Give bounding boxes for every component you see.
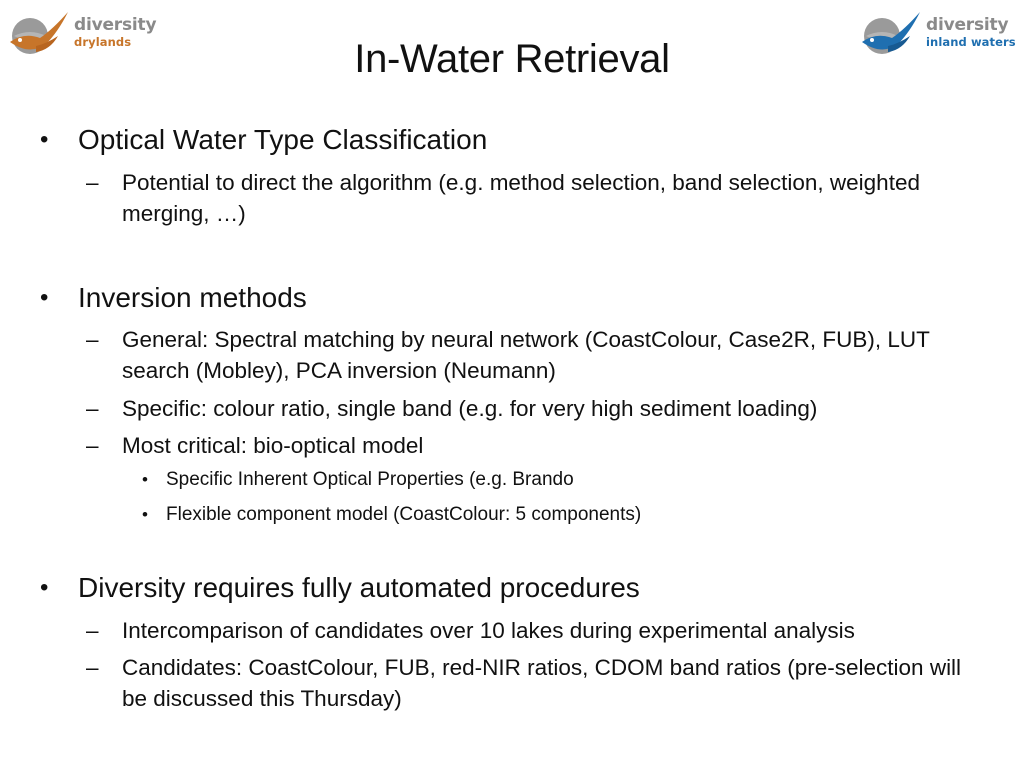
bullet-text: Flexible component model (CoastColour: 5 components) (166, 504, 642, 525)
bullet-text: Specific: colour ratio, single band (e.g. for very high sediment loading) (122, 396, 818, 421)
bullet-text: Diversity requires fully automated procedures (78, 572, 640, 603)
bullet-level2 (86, 430, 992, 461)
bullet-level1 (40, 282, 307, 314)
bullet-text: Inversion methods (78, 282, 307, 313)
bullet-text: Specific Inherent Optical Properties (e.g. Brando (166, 469, 574, 490)
bullet-mark: • (142, 505, 148, 524)
bullet-mark: • (40, 284, 49, 311)
dash-mark: – (86, 433, 99, 458)
dash-mark: – (86, 618, 99, 643)
dash-mark: – (86, 170, 99, 195)
logo-right-sub: inland waters (926, 35, 1016, 50)
bullet-text: Most critical: bio-optical model (122, 433, 424, 458)
logo-right-word: diversity (926, 15, 1009, 36)
dash-mark: – (86, 327, 99, 352)
bullet-level3 (142, 502, 986, 528)
bullet-mark: • (142, 470, 148, 489)
dash-mark: – (86, 396, 99, 421)
bullet-level2 (86, 652, 992, 714)
bullet-text: Candidates: CoastColour, FUB, red-NIR ratios, CDOM band ratios (pre-selection will be discussed this Thursday) (122, 655, 962, 711)
bullet-level2 (86, 615, 992, 646)
bullet-level2 (86, 393, 992, 424)
bullet-text: Intercomparison of candidates over 10 lakes during experimental analysis (122, 618, 855, 643)
bullet-text: Optical Water Type Classification (78, 124, 488, 155)
bullet-text: General: Spectral matching by neural network (CoastColour, Case2R, FUB), LUT search (Mobley), PCA inversion (Neumann) (122, 327, 930, 383)
logo-left-word: diversity (74, 15, 157, 36)
bullet-level2 (86, 167, 992, 229)
logo-left-sub: drylands (74, 35, 132, 50)
bullet-mark: • (40, 126, 49, 153)
bullet-level1 (40, 572, 640, 604)
bullet-level1 (40, 124, 488, 156)
bullet-level3 (142, 467, 986, 493)
slide-title: In-Water Retrieval (354, 37, 670, 81)
dash-mark: – (86, 655, 99, 680)
bullet-text: Potential to direct the algorithm (e.g. method selection, band selection, weighted merging, …) (122, 170, 920, 226)
bullet-level2 (86, 324, 992, 386)
bullet-mark: • (40, 574, 49, 601)
